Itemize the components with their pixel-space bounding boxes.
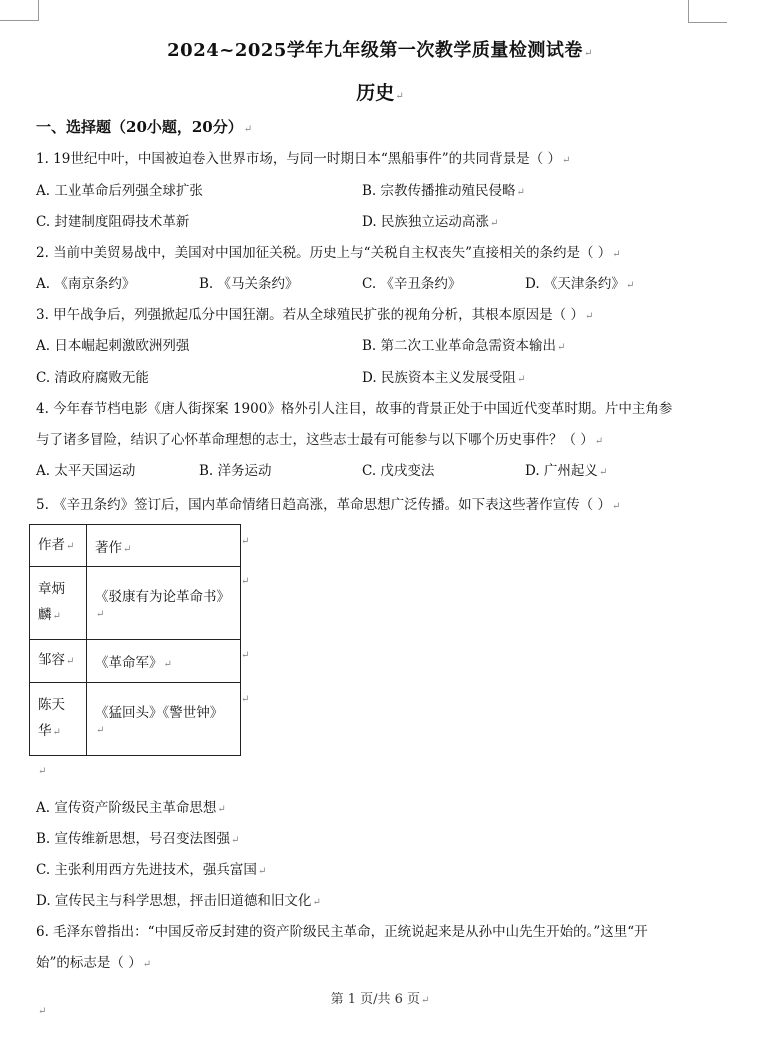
table-cell-author: 章炳 麟↵ bbox=[30, 567, 87, 640]
q4-option-c[interactable]: C. 戊戌变法 bbox=[362, 463, 435, 479]
question-4-stem-line2: 与了诸多冒险，结识了心怀革命理想的志士，这些志士最有可能参与以下哪个历史事件？（ ）↵ bbox=[36, 432, 604, 448]
q4-option-d[interactable]: D. 广州起义↵ bbox=[525, 463, 608, 479]
question-4-stem-line1: 4. 今年春节档电影《唐人街探案 1900》格外引人注目，故事的背景正处于中国近代变革时期。片中主角参 bbox=[36, 401, 673, 417]
table-cell-work: 《驳康有为论革命书》↵ bbox=[87, 567, 241, 640]
exam-title: 2024~2025学年九年级第一次教学质量检测试卷↵ bbox=[167, 40, 593, 61]
table-row bbox=[30, 640, 241, 683]
works-table bbox=[29, 524, 241, 756]
q1-option-d[interactable]: D. 民族独立运动高涨↵ bbox=[362, 214, 499, 230]
crop-mark-top-right bbox=[688, 0, 727, 23]
q2-option-b[interactable]: B. 《马关条约》 bbox=[199, 276, 299, 292]
page-footer: 第 1 页/共 6 页↵ bbox=[330, 992, 430, 1007]
q5-option-c[interactable]: C. 主张利用西方先进技术，强兵富国↵ bbox=[36, 862, 267, 878]
section-heading: 一、选择题（20小题，20分）↵ bbox=[36, 118, 253, 136]
table-cell-work: 《革命军》↵ bbox=[87, 640, 241, 683]
q4-option-a[interactable]: A. 太平天国运动 bbox=[36, 463, 136, 479]
table-header-author: 作者↵ bbox=[30, 525, 87, 567]
empty-paragraph-mark: ↵ bbox=[38, 766, 47, 777]
q2-option-d[interactable]: D. 《天津条约》↵ bbox=[525, 276, 635, 292]
empty-paragraph-mark: ↵ bbox=[38, 1006, 47, 1017]
crop-mark-top-left bbox=[0, 0, 39, 21]
q2-option-a[interactable]: A. 《南京条约》 bbox=[36, 276, 136, 292]
q4-option-b[interactable]: B. 洋务运动 bbox=[199, 463, 272, 479]
q3-option-c[interactable]: C. 清政府腐败无能 bbox=[36, 370, 149, 386]
table-header-work: 著作↵ bbox=[87, 525, 241, 567]
q1-option-a[interactable]: A. 工业革命后列强全球扩张 bbox=[36, 183, 203, 199]
row-end-mark: ↵ bbox=[241, 650, 250, 661]
table-row bbox=[30, 683, 241, 756]
q5-option-d[interactable]: D. 宣传民主与科学思想，抨击旧道德和旧文化↵ bbox=[36, 893, 321, 909]
q5-option-b[interactable]: B. 宣传维新思想，号召变法图强↵ bbox=[36, 831, 240, 847]
q1-option-b[interactable]: B. 宗教传播推动殖民侵略↵ bbox=[362, 183, 525, 199]
subject-title: 历史↵ bbox=[356, 82, 404, 104]
q3-option-b[interactable]: B. 第二次工业革命急需资本输出↵ bbox=[362, 338, 566, 354]
question-6-stem-line1: 6. 毛泽东曾指出：“中国反帝反封建的资产阶级民主革命，正统说起来是从孙中山先生开始的。”这里“开 bbox=[36, 924, 648, 940]
table-header-row bbox=[30, 525, 241, 567]
q5-option-a[interactable]: A. 宣传资产阶级民主革命思想↵ bbox=[36, 800, 226, 816]
q1-option-c[interactable]: C. 封建制度阻碍技术革新 bbox=[36, 214, 190, 230]
question-6-stem-line2: 始”的标志是（ ）↵ bbox=[36, 955, 152, 971]
question-2-stem: 2. 当前中美贸易战中，美国对中国加征关税。历史上与“关税自主权丧失”直接相关的条约是（ ）↵ bbox=[36, 245, 621, 261]
table-cell-author: 邹容↵ bbox=[30, 640, 87, 683]
table-row bbox=[30, 567, 241, 640]
question-1-stem: 1. 19世纪中叶，中国被迫卷入世界市场，与同一时期日本“黑船事件”的共同背景是（ ）↵ bbox=[36, 151, 571, 167]
q3-option-a[interactable]: A. 日本崛起刺激欧洲列强 bbox=[36, 338, 190, 354]
table-cell-author: 陈天 华↵ bbox=[30, 683, 87, 756]
table-cell-work: 《猛回头》《警世钟》↵ bbox=[87, 683, 241, 756]
row-end-mark: ↵ bbox=[241, 576, 250, 587]
q2-option-c[interactable]: C. 《辛丑条约》 bbox=[362, 276, 462, 292]
row-end-mark: ↵ bbox=[241, 694, 250, 705]
q3-option-d[interactable]: D. 民族资本主义发展受阻↵ bbox=[362, 370, 526, 386]
row-end-mark: ↵ bbox=[241, 536, 250, 547]
question-5-stem: 5. 《辛丑条约》签订后，国内革命情绪日趋高涨，革命思想广泛传播。如下表这些著作宣传（ ）↵ bbox=[36, 497, 621, 513]
question-3-stem: 3. 甲午战争后，列强掀起瓜分中国狂潮。若从全球殖民扩张的视角分析，其根本原因是（ ）↵ bbox=[36, 307, 594, 323]
